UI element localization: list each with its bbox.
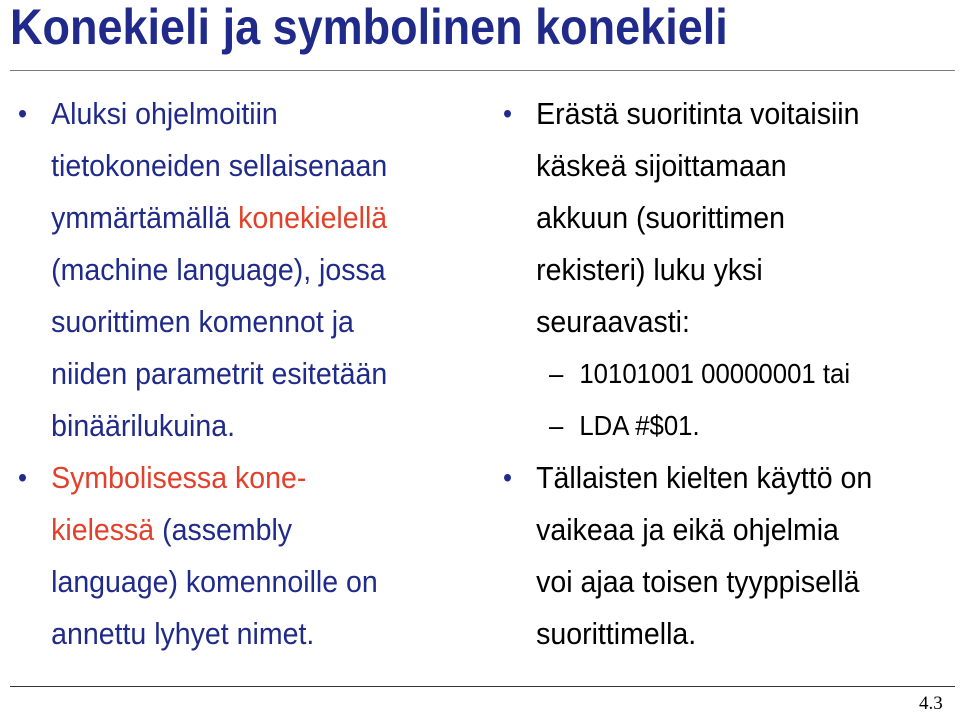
text-line: voi ajaa toisen tyyppisellä	[536, 564, 860, 599]
page-number: 4.3	[919, 693, 943, 714]
text-line: rekisteri) luku yksi	[536, 252, 763, 287]
highlight-term: Symbolisessa kone-	[51, 460, 307, 495]
bullet-machine-language	[18, 88, 432, 452]
dash-icon: –	[549, 358, 564, 389]
code-line: LDA #$01.	[579, 410, 700, 441]
slide-title: Konekieli ja symbolinen konekieli	[10, 0, 728, 55]
text-line: tietokoneiden sellaisenaan	[51, 148, 388, 183]
text-line: vaikeaa ja eikä ohjelmia	[536, 512, 839, 547]
text-line: suorittimella.	[536, 616, 697, 651]
text-line: suorittimen komennot ja	[51, 304, 354, 339]
text-line: Erästä suoritinta voitaisiin	[536, 96, 860, 131]
bullet-dot-icon: •	[503, 98, 513, 129]
highlight-term: konekielellä	[238, 200, 388, 235]
bullet-dot-icon: •	[18, 98, 28, 129]
text-line	[51, 504, 432, 556]
text-line: binäärilukuina.	[51, 408, 236, 443]
title-divider	[10, 70, 955, 71]
code-line: 10101001 00000001 tai	[579, 358, 851, 389]
text-line: akkuun (suorittimen	[536, 200, 785, 235]
highlight-term: kielessä	[51, 512, 155, 547]
footer-divider	[10, 686, 955, 687]
text-line: käskeä sijoittamaan	[536, 148, 787, 183]
bullet-dot-icon: •	[18, 462, 28, 493]
text-line: seuraavasti:	[536, 304, 690, 339]
text-line: (machine language), jossa	[51, 252, 386, 287]
text-line	[51, 192, 432, 244]
sub-bullet-binary	[503, 348, 922, 400]
bullet-dot-icon: •	[503, 462, 513, 493]
text-line: language) komennoille on	[51, 564, 378, 599]
text-line: Tällaisten kielten käyttö on	[536, 460, 873, 495]
bullet-example	[503, 88, 922, 348]
sub-bullet-assembly	[503, 400, 922, 452]
bullet-assembly-language	[18, 452, 432, 660]
dash-icon: –	[549, 410, 564, 441]
left-column	[18, 88, 468, 660]
text-line: annettu lyhyet nimet.	[51, 616, 315, 651]
text-line: niiden parametrit esitetään	[51, 356, 388, 391]
bullet-portability	[503, 452, 922, 660]
right-column	[503, 88, 958, 660]
text-line: Aluksi ohjelmoitiin	[51, 96, 278, 131]
text-fragment: (assembly	[154, 512, 293, 547]
text-fragment: ymmärtämällä	[51, 200, 239, 235]
